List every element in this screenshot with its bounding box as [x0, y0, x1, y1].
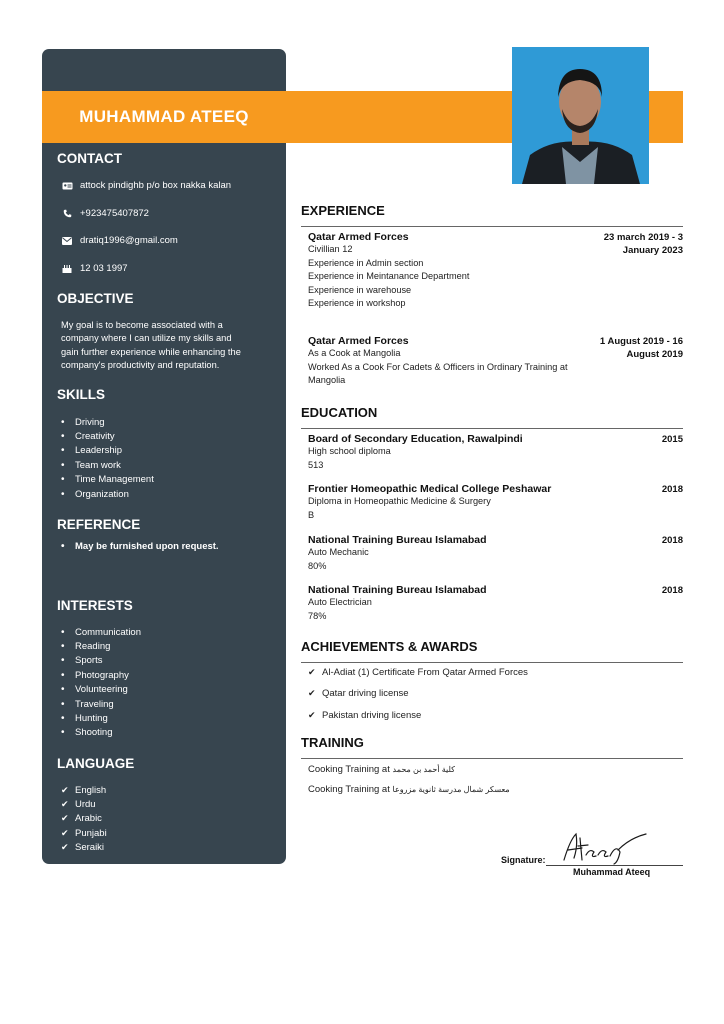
- education-year: 2018: [661, 535, 683, 546]
- interest-item: • Traveling: [61, 697, 141, 711]
- experience-entry: [308, 231, 683, 311]
- education-heading: EDUCATION: [301, 405, 378, 420]
- date-line: January 2023: [622, 245, 683, 256]
- language-item: [61, 826, 107, 840]
- section-divider: [301, 226, 683, 227]
- birthday-cake-icon: [61, 264, 73, 273]
- skills-list: [61, 415, 154, 501]
- language-label: Arabic: [75, 813, 102, 825]
- interests-heading: INTERESTS: [57, 598, 133, 613]
- skills-heading: SKILLS: [57, 387, 106, 402]
- check-icon: ✔: [61, 842, 69, 853]
- achievement-item: [308, 667, 528, 678]
- skill-item: • Team work: [61, 458, 154, 472]
- achievements-heading: ACHIEVEMENTS & AWARDS: [301, 639, 478, 654]
- experience-line: As a Cook at Mangolia: [308, 348, 401, 358]
- candidate-name: MUHAMMAD ATEEQ: [79, 107, 249, 126]
- institution-name: National Training Bureau Islamabad: [308, 534, 487, 546]
- education-line: B: [308, 509, 315, 520]
- section-divider: [301, 662, 683, 663]
- education-line: High school diploma: [308, 446, 391, 456]
- objective-line: My goal is to become associated with a: [61, 320, 223, 330]
- skill-item: • Time Management: [61, 473, 154, 487]
- language-label: English: [75, 784, 107, 796]
- achievement-item: [308, 710, 421, 721]
- address-text: attock pindighb p/o box nakka kalan: [80, 180, 232, 191]
- check-icon: ✔: [61, 784, 69, 795]
- experience-line: Experience in Meintanance Department: [308, 271, 470, 282]
- id-card-icon: [61, 182, 73, 190]
- language-heading: LANGUAGE: [57, 756, 135, 771]
- achievement-text: Pakistan driving license: [322, 710, 422, 721]
- interest-item: • Sports: [61, 654, 141, 668]
- training-place: معسكر شمال مدرسة ثانوية مزروعا: [392, 785, 510, 794]
- handwritten-signature: [560, 830, 650, 866]
- date-line: 1 August 2019 - 16: [599, 336, 683, 347]
- profile-photo: [512, 47, 649, 184]
- training-prefix: Cooking Training at: [308, 764, 390, 775]
- training-prefix: Cooking Training at: [308, 784, 390, 795]
- interest-item: • Hunting: [61, 711, 141, 725]
- email-text: dratiq1996@gmail.com: [80, 235, 178, 246]
- contact-email: [61, 235, 178, 246]
- experience-line: Mangolia: [308, 375, 346, 386]
- check-icon: ✔: [308, 710, 316, 720]
- objective-heading: OBJECTIVE: [57, 291, 134, 306]
- language-item: [61, 841, 107, 855]
- signature-name: Muhammad Ateeq: [573, 867, 651, 877]
- institution-name: Frontier Homeopathic Medical College Peshawar: [308, 483, 552, 495]
- experience-line: Experience in workshop: [308, 298, 406, 309]
- interest-item: • Shooting: [61, 726, 141, 740]
- experience-line: Civillian 12: [308, 244, 353, 254]
- experience-heading: EXPERIENCE: [301, 203, 385, 218]
- language-item: [61, 797, 107, 811]
- interest-item: • Reading: [61, 639, 141, 653]
- interest-item: • Photography: [61, 668, 141, 682]
- education-line: Auto Mechanic: [308, 547, 369, 557]
- education-line: 80%: [308, 560, 327, 571]
- achievement-text: Al-Adiat (1) Certificate From Qatar Armed Forces: [322, 667, 528, 678]
- employer-name: Qatar Armed Forces: [308, 231, 409, 243]
- check-icon: ✔: [61, 827, 69, 838]
- objective-text: [61, 319, 266, 373]
- skill-item: • Creativity: [61, 429, 154, 443]
- skill-item: • Organization: [61, 487, 154, 501]
- education-year: 2015: [661, 434, 683, 445]
- interest-item: • Communication: [61, 625, 141, 639]
- envelope-icon: [61, 237, 73, 245]
- education-year: 2018: [661, 585, 683, 596]
- objective-line: gain further experience while enhancing the: [61, 346, 241, 357]
- dob-text: 12 03 1997: [80, 263, 128, 274]
- phone-icon: [61, 209, 73, 218]
- check-icon: ✔: [308, 688, 316, 698]
- contact-dob: [61, 263, 128, 274]
- education-line: 513: [308, 459, 324, 470]
- signature-label: Signature:: [501, 855, 546, 865]
- language-label: Punjabi: [75, 827, 107, 839]
- employment-dates: [600, 335, 683, 361]
- experience-line: Experience in warehouse: [308, 284, 412, 295]
- training-item: [308, 784, 510, 795]
- skill-item: • Driving: [61, 415, 154, 429]
- education-line: Auto Electrician: [308, 597, 372, 607]
- education-entry: [308, 483, 683, 522]
- experience-line: Worked As a Cook For Cadets & Officers in Ordinary Training at: [308, 361, 568, 372]
- date-line: 23 march 2019 - 3: [603, 232, 683, 243]
- reference-heading: REFERENCE: [57, 517, 141, 532]
- training-heading: TRAINING: [301, 735, 364, 750]
- date-line: August 2019: [626, 349, 683, 360]
- interest-item: • Volunteering: [61, 683, 141, 697]
- experience-entry: [308, 335, 683, 388]
- achievement-item: [308, 688, 409, 699]
- contact-address: [61, 180, 231, 191]
- training-item: [308, 764, 455, 775]
- language-label: Urdu: [75, 799, 96, 811]
- institution-name: National Training Bureau Islamabad: [308, 584, 487, 596]
- language-item: [61, 812, 107, 826]
- education-line: 78%: [308, 610, 327, 621]
- experience-line: Experience in Admin section: [308, 257, 424, 268]
- education-entry: [308, 433, 683, 472]
- language-item: [61, 783, 107, 797]
- objective-line: company's productivity and reputation.: [61, 360, 220, 371]
- check-icon: ✔: [61, 813, 69, 824]
- reference-list: [61, 539, 219, 553]
- section-divider: [301, 428, 683, 429]
- education-line: Diploma in Homeopathic Medicine & Surgery: [308, 496, 491, 506]
- section-divider: [301, 758, 683, 759]
- interests-list: [61, 625, 141, 740]
- achievement-text: Qatar driving license: [322, 688, 409, 699]
- reference-item: • May be furnished upon request.: [61, 539, 219, 553]
- check-icon: ✔: [61, 799, 69, 810]
- education-year: 2018: [661, 484, 683, 495]
- skill-item: • Leadership: [61, 444, 154, 458]
- employer-name: Qatar Armed Forces: [308, 335, 409, 347]
- contact-heading: CONTACT: [57, 151, 122, 166]
- contact-phone: [61, 208, 149, 219]
- training-place: كلية أحمد بن محمد: [392, 765, 455, 774]
- education-entry: [308, 584, 683, 623]
- employment-dates: [604, 231, 683, 257]
- education-entry: [308, 534, 683, 573]
- phone-text: +923475407872: [80, 208, 149, 219]
- language-list: [61, 783, 107, 855]
- signature-line: [546, 865, 683, 866]
- check-icon: ✔: [308, 667, 316, 677]
- institution-name: Board of Secondary Education, Rawalpindi: [308, 433, 523, 445]
- objective-line: company where I can utilize my skills and: [61, 333, 232, 344]
- language-label: Seraiki: [75, 842, 105, 854]
